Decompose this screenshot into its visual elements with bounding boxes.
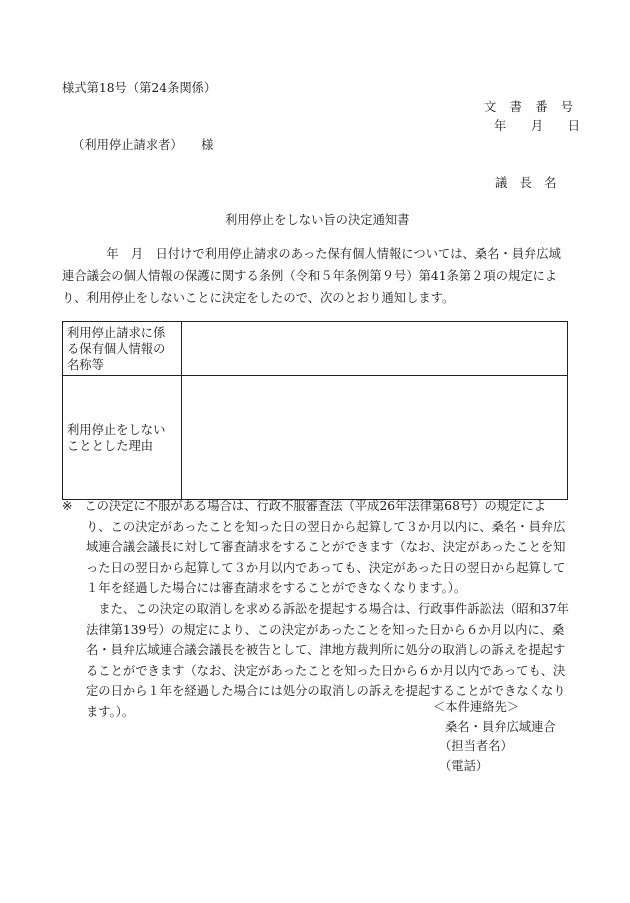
notes-section (62, 496, 570, 723)
contact-block (433, 698, 556, 776)
document-number: 文 書 番 号 (484, 100, 574, 114)
note-paragraph (62, 496, 570, 599)
body-paragraph: 年 月 日付けで利用停止請求のあった保有個人情報については、桑名・員弁広域連合議会の個人情報の保護に関する条例（令和５年条例第９号）第41条第２項の規定により、利用停止をしないことに決定をしたので、次のとおり通知します。 (62, 247, 561, 305)
contact-organization: 桑名・員弁広域連合 (445, 719, 556, 734)
contact-heading: ＜本件連絡先＞ (433, 700, 520, 714)
table-row (63, 376, 568, 500)
addressee: （利用停止請求者） 様 (72, 138, 214, 152)
note-text: この決定に不服がある場合は、行政不服審査法（平成26年法律第68号）の規定により、この決定があったことを知った日の翌日から起算して３か月以内に、桑名・員弁広域連合議会議長に対して審査請求をすることができます（なお、決定があったことを知った日の翌日から起算して３か月以内であっても、決定があった日の翌日から起算して１年を経過した場合には審査請求をすることができなくなります。）。 (84, 499, 566, 596)
contact-phone: （電話） (439, 758, 489, 773)
table-value-cell (182, 322, 568, 376)
note-mark: ※ (62, 499, 73, 513)
date: 年 月 日 (494, 119, 581, 133)
table-row (63, 322, 568, 376)
sender-name: 議 長 名 (495, 176, 557, 190)
info-table (62, 321, 568, 500)
note-paragraph: また、この決定の取消しを求める訴訟を提起する場合は、行政事件訴訟法（昭和37年法律第139号）の規定により、この決定があったことを知った日から６か月以内に、桑名・員弁広域連合議会議長を被告として、津地方裁判所に処分の取消しの訴えを提起することができます（なお、決定があったことを知った日から６か月以内であっても、決定の日から１年を経過した場合には処分の取消しの訴えを提起することができなくなります。）。 (86, 601, 569, 719)
table-label-cell: 利用停止請求に係る保有個人情報の名称等 (63, 322, 182, 376)
form-number: 様式第18号（第24条関係） (62, 81, 217, 95)
document-title: 利用停止をしない旨の決定通知書 (225, 213, 410, 227)
table-label-cell: 利用停止をしないこととした理由 (63, 376, 182, 500)
contact-person: （担当者名） (439, 739, 513, 753)
table-value-cell (182, 376, 568, 500)
